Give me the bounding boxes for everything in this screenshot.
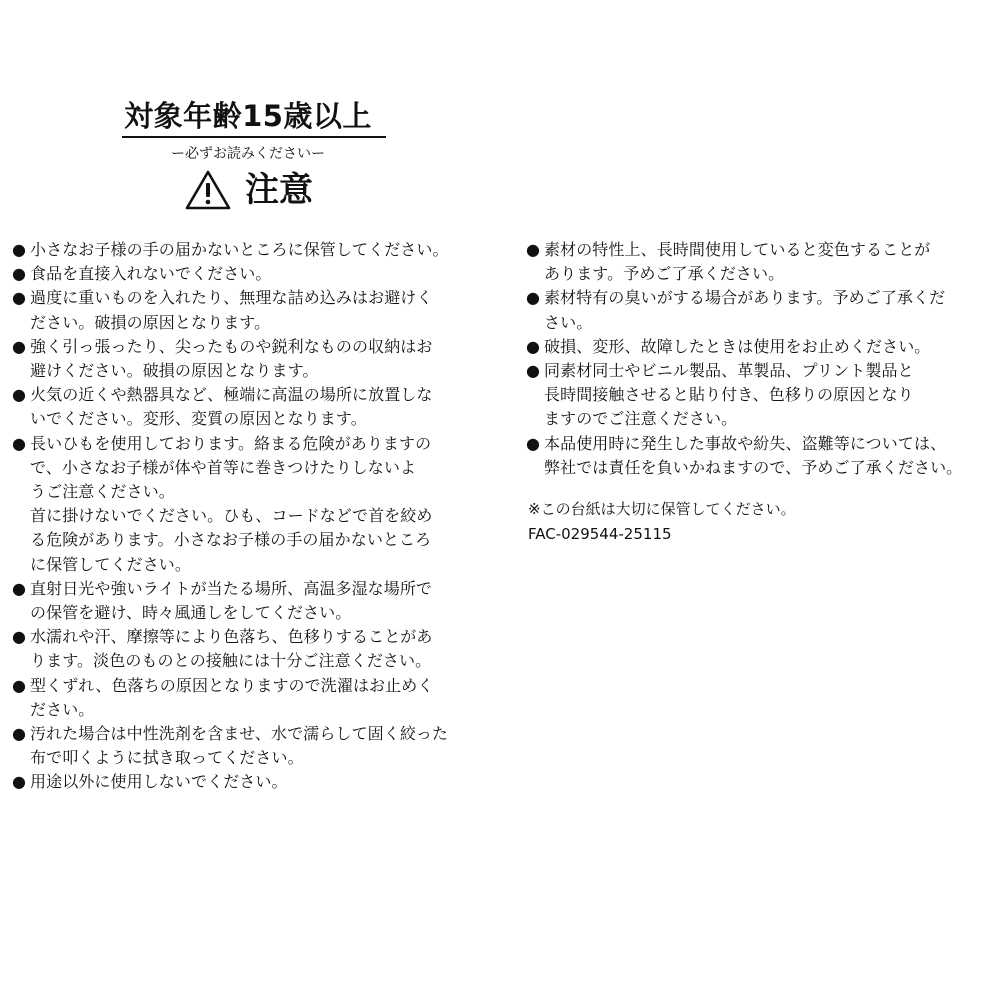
caution-text-line: 首に掛けないでください。ひも、コードなどで首を絞め [30, 506, 433, 526]
caution-text-line: 避けください。破損の原因となります。 [30, 361, 319, 381]
must-read-subtitle: ー必ずお読みくださいー [171, 146, 325, 162]
caution-text-line: さい。 [544, 312, 593, 332]
caution-text-line: 水濡れや汗、摩擦等により色落ち、色移りすることがあ [30, 627, 433, 647]
caution-text-line: で、小さなお子様が体や首等に巻きつけたりしないよ [30, 457, 417, 477]
caution-heading [100, 167, 396, 213]
caution-text-line: の保管を避け、時々風通しをしてください。 [30, 603, 352, 623]
caution-item [526, 335, 986, 359]
caution-text-line: 長時間接触させると貼り付き、色移りの原因となり [544, 385, 914, 405]
title-underline [122, 136, 386, 138]
caution-item [12, 770, 472, 794]
caution-item [526, 286, 986, 334]
caution-item [12, 286, 472, 334]
caution-text-line: ります。淡色のものとの接触には十分ご注意ください。 [30, 651, 432, 671]
bullet-icon: ● [12, 240, 27, 259]
bullet-icon: ● [12, 264, 27, 284]
caution-text-line: 用途以外に使用しないでください。 [30, 772, 288, 792]
caution-text-line: 汚れた場合は中性洗剤を含ませ、水で濡らして固く絞った [30, 724, 449, 744]
warning-triangle-icon [183, 168, 233, 212]
caution-item [526, 359, 986, 432]
caution-title: 注意 [245, 170, 313, 210]
caution-text-line: ますのでご注意ください。 [544, 409, 738, 429]
caution-text-line: 同素材同士やビニル製品、革製品、プリント製品と [544, 361, 914, 381]
bullet-icon: ● [12, 578, 27, 598]
bullet-icon: ● [12, 772, 27, 792]
bullet-icon: ● [526, 336, 541, 356]
caution-text-line: 直射日光や強いライトが当たる場所、高温多湿な場所で [30, 578, 433, 598]
storage-note: ※この台紙は大切に保管してください。 [528, 500, 796, 518]
caution-item [12, 335, 472, 383]
caution-text-line: ださい。 [30, 699, 95, 719]
bullet-icon: ● [12, 433, 27, 453]
caution-text-line: 素材の特性上、長時間使用していると変色することが [544, 240, 931, 259]
caution-text-line: 素材特有の臭いがする場合があります。予めご了承くだ [544, 288, 946, 308]
caution-text-line: あります。予めご了承ください。 [544, 264, 785, 284]
caution-item [526, 432, 986, 480]
age-rating-title: 対象年齢15歳以上 [124, 99, 372, 133]
bullet-icon: ● [12, 288, 27, 308]
label-header [100, 96, 396, 213]
bullet-icon: ● [526, 361, 541, 381]
caution-item [12, 432, 472, 577]
bullet-icon: ● [12, 724, 27, 744]
caution-text-line: 破損、変形、故障したときは使用をお止めください。 [544, 336, 931, 356]
caution-text-line: ださい。破損の原因となります。 [30, 312, 271, 332]
bullet-icon: ● [12, 675, 27, 695]
caution-item [12, 577, 472, 625]
bullet-icon: ● [12, 336, 27, 356]
caution-text-line: 火気の近くや熱器具など、極端に高温の場所に放置しな [30, 385, 433, 405]
caution-text-line: いでください。変形、変質の原因となります。 [30, 409, 367, 429]
bullet-icon: ● [526, 288, 541, 308]
footer-notes [528, 497, 796, 547]
caution-text-line: 布で叩くように拭き取ってください。 [30, 748, 304, 768]
product-code: FAC-029544-25115 [528, 525, 672, 543]
caution-text-line: る危険があります。小さなお子様の手の届かないところ [30, 530, 432, 550]
caution-text-line: 過度に重いものを入れたり、無理な詰め込みはお避けく [30, 288, 433, 308]
caution-text-line: 小さなお子様の手の届かないところに保管してください。 [30, 240, 449, 259]
right-caution-list [526, 238, 986, 480]
caution-text-line: うご注意ください。 [30, 482, 175, 502]
caution-text-line: 型くずれ、色落ちの原因となりますので洗濯はお止めく [30, 675, 434, 695]
caution-text-line: 長いひもを使用しております。絡まる危険がありますの [30, 433, 432, 453]
bullet-icon: ● [12, 627, 27, 647]
caution-text-line: 食品を直接入れないでください。 [30, 264, 272, 284]
caution-item [12, 674, 472, 722]
caution-item [12, 722, 472, 770]
bullet-icon: ● [526, 240, 541, 259]
caution-text-line: 強く引っ張ったり、尖ったものや鋭利なものの収納はお [30, 336, 433, 356]
caution-item [12, 625, 472, 673]
caution-text-line: 本品使用時に発生した事故や紛失、盗難等については、 [544, 433, 947, 453]
caution-text-line: 弊社では責任を負いかねますので、予めご了承ください。 [544, 457, 963, 477]
caution-item [526, 238, 986, 286]
bullet-icon: ● [526, 433, 541, 453]
caution-item [12, 238, 472, 262]
caution-item [12, 262, 472, 286]
bullet-icon: ● [12, 385, 27, 405]
caution-text-line: に保管してください。 [30, 554, 192, 574]
caution-item [12, 383, 472, 431]
left-caution-list [12, 238, 472, 795]
